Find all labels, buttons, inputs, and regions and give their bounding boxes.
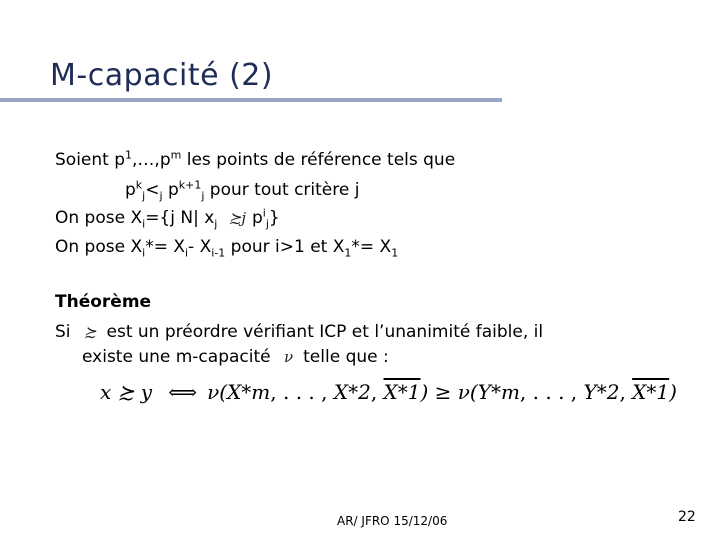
text: , xyxy=(370,380,384,404)
subscript: i-1 xyxy=(211,246,226,260)
subscript: 1 xyxy=(391,246,399,260)
text: Si xyxy=(55,322,71,342)
text: pour tout critère j xyxy=(204,180,360,200)
formula-lhs: x ≿ y xyxy=(100,380,153,404)
slide-title: M-capacité (2) xyxy=(50,58,274,93)
text: - X xyxy=(188,237,212,257)
text: On pose X xyxy=(55,208,143,228)
superscript: k xyxy=(135,178,143,192)
iff-symbol: ⟺ xyxy=(168,380,198,404)
subscript: j xyxy=(159,189,163,203)
subscript: j xyxy=(265,217,269,231)
body-line-3 xyxy=(55,206,280,231)
superscript: k+1 xyxy=(178,178,202,192)
subscript: i xyxy=(184,246,189,260)
text: ν( xyxy=(207,380,228,404)
subscript: i xyxy=(142,246,146,260)
subscript: j xyxy=(201,189,205,203)
subscript: j xyxy=(214,217,218,231)
text: les points de référence tels que xyxy=(181,150,456,170)
text: p xyxy=(252,208,263,228)
body-line-2 xyxy=(125,178,360,203)
superscript: 1 xyxy=(125,148,133,162)
superscript: m xyxy=(170,148,182,162)
text: ={j N| x xyxy=(145,208,215,228)
text: telle que : xyxy=(303,347,389,367)
text: existe une m-capacité xyxy=(82,347,271,367)
text: ,…,p xyxy=(132,150,171,170)
preference-symbol: ≿ xyxy=(83,323,97,341)
text: On pose X xyxy=(55,237,143,257)
text: p xyxy=(125,180,136,200)
nu-symbol: ν xyxy=(284,348,294,366)
text: *= X xyxy=(351,237,392,257)
text: , xyxy=(619,380,633,404)
text: } xyxy=(268,208,280,228)
theorem-formula xyxy=(100,380,677,404)
text: X*1 xyxy=(632,380,670,404)
text: , . . . , xyxy=(519,380,584,404)
text: X*m xyxy=(227,380,271,404)
text: pour i>1 et X xyxy=(225,237,345,257)
theorem-line-1 xyxy=(55,322,543,342)
footer-text: AR/ JFRO 15/12/06 xyxy=(337,514,448,528)
preference-j-symbol: ≿j xyxy=(228,209,246,227)
text: ) xyxy=(669,380,677,404)
subscript: 1 xyxy=(344,246,352,260)
text: , . . . , xyxy=(270,380,334,404)
text: *= X xyxy=(145,237,185,257)
text: est un préordre vérifiant ICP et l’unanimité faible, il xyxy=(106,322,544,342)
body-line-4 xyxy=(55,237,399,260)
text: X*2 xyxy=(333,380,371,404)
subscript: j xyxy=(142,189,146,203)
theorem-line-2 xyxy=(82,347,389,367)
text: p xyxy=(162,180,179,200)
subscript: i xyxy=(142,217,146,231)
text: X*1 xyxy=(383,380,421,404)
page-number: 22 xyxy=(678,509,696,525)
body-line-1 xyxy=(55,150,455,170)
text: Y*m xyxy=(477,380,520,404)
text: < xyxy=(145,180,160,200)
text: Soient p xyxy=(55,150,126,170)
title-underline xyxy=(0,98,502,102)
text: ) ≥ ν( xyxy=(420,380,478,404)
theorem-heading: Théorème xyxy=(55,292,152,312)
superscript: i xyxy=(262,206,266,220)
text: Y*2 xyxy=(583,380,620,404)
